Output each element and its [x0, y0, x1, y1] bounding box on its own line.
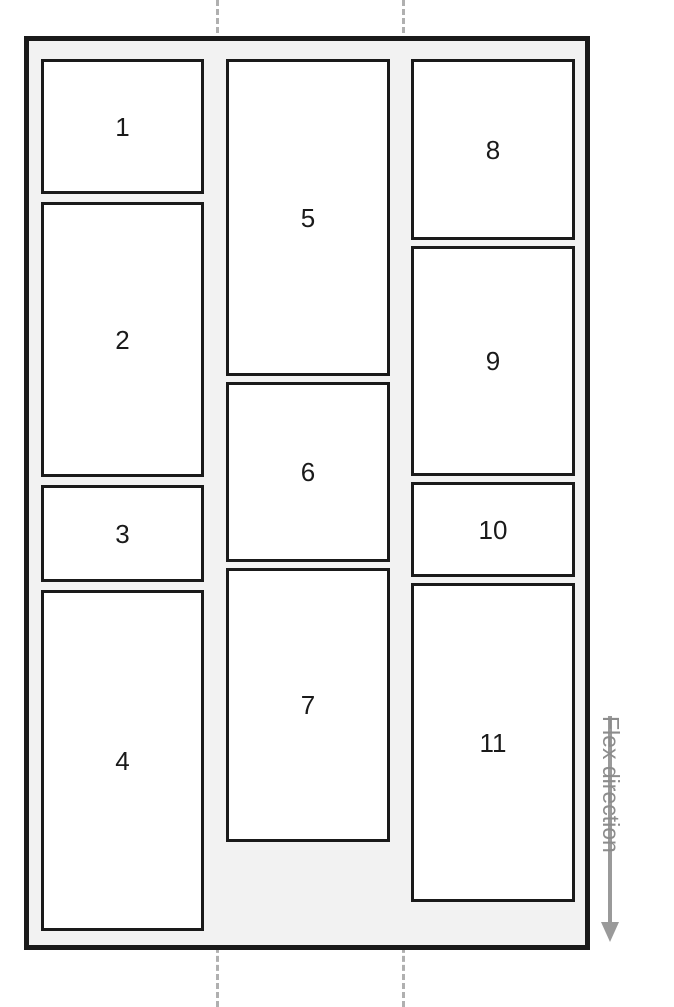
- flex-item-1: [41, 59, 204, 194]
- flex-direction-label: Flex direction: [598, 716, 624, 853]
- flex-item-2: [41, 202, 204, 477]
- flex-direction-annotation: [598, 716, 664, 952]
- flex-item-label: 1: [115, 111, 130, 142]
- flex-item-10: [411, 482, 575, 577]
- flex-item-label: 3: [115, 518, 130, 549]
- flex-item-label: 11: [479, 727, 507, 758]
- flex-item-label: 10: [478, 514, 508, 545]
- flex-item-4: [41, 590, 204, 931]
- flex-item-label: 5: [300, 202, 316, 233]
- flex-item-11: [411, 583, 575, 902]
- flex-item-9: [411, 246, 575, 476]
- flex-item-7: [226, 568, 390, 842]
- flex-container: [24, 36, 590, 950]
- flex-item-label: 4: [115, 745, 130, 776]
- flex-item-5: [226, 59, 390, 376]
- flex-item-label: 6: [300, 457, 316, 487]
- flex-item-label: 2: [115, 324, 130, 355]
- flex-item-6: [226, 382, 390, 562]
- flex-item-3: [41, 485, 204, 582]
- flex-item-8: [411, 59, 575, 240]
- flex-item-label: 9: [485, 346, 501, 376]
- flex-item-label: 7: [300, 690, 316, 720]
- flex-item-label: 8: [485, 134, 501, 165]
